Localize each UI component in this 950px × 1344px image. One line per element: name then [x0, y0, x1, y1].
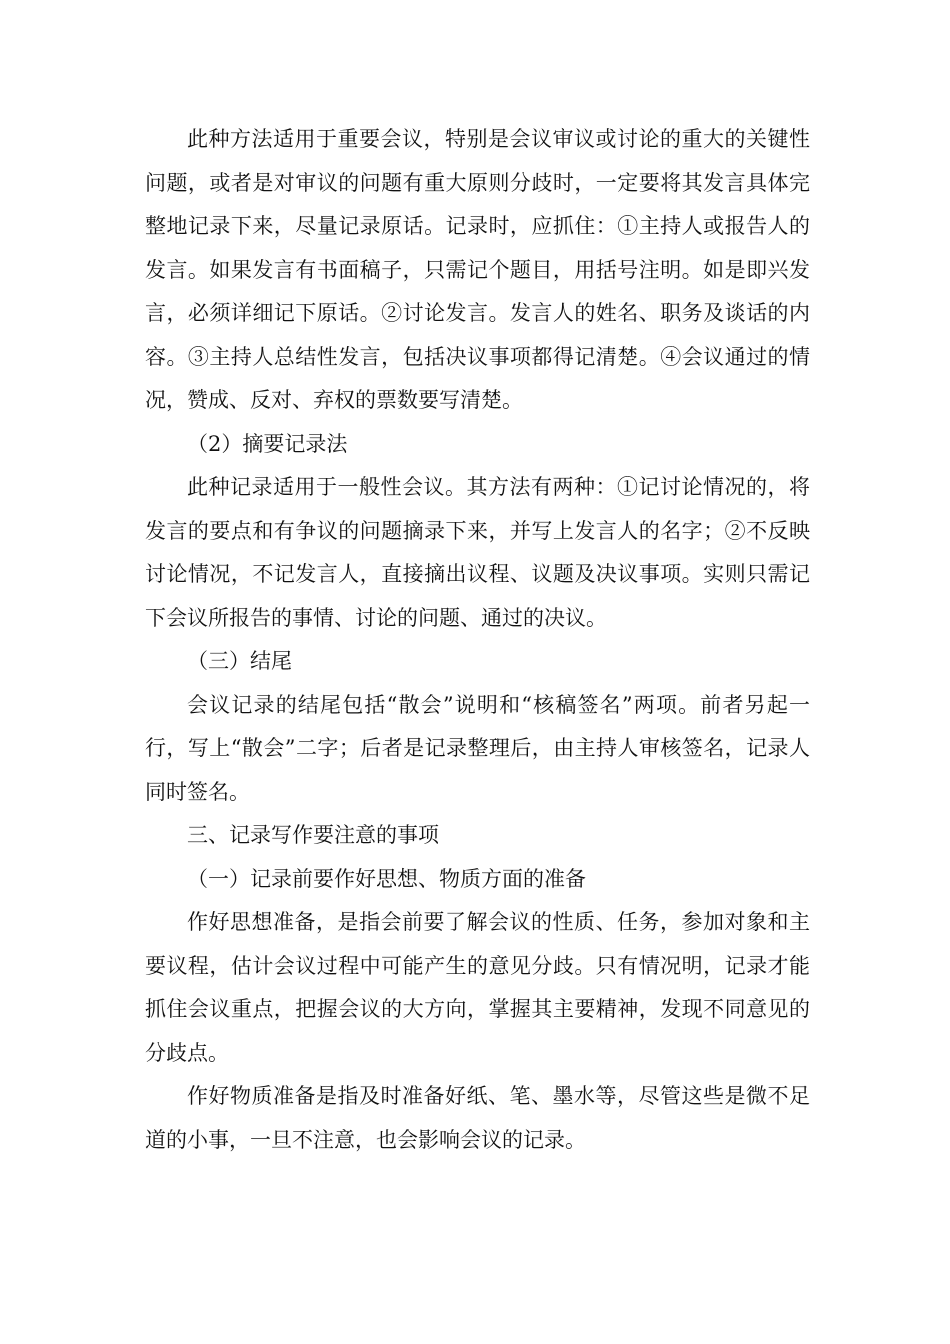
paragraph-verbatim-method: 此种方法适用于重要会议，特别是会议审议或讨论的重大的关键性问题，或者是对审议的问题有重大原则分歧时，一定要将其发言具体完整地记录下来，尽量记录原话。记录时，应抓住：①主持人或报告人的发言。如果发言有书面稿子，只需记个题目，用括号注明。如是即兴发言，必须详细记下原话。②讨论发言。发言人的姓名、职务及谈话的内容。③主持人总结性发言，包括决议事项都得记清楚。④会议通过的情况，赞成、反对、弃权的票数要写清楚。: [145, 127, 810, 412]
heading-summary-method: （2）摘要记录法: [187, 431, 348, 456]
heading-section-three: 三、记录写作要注意的事项: [187, 823, 439, 847]
paragraph-mental-preparation: 作好思想准备，是指会前要了解会议的性质、任务，参加对象和主要议程，估计会议过程中可能产生的意见分歧。只有情况明，记录才能抓住会议重点，把握会议的大方向，掌握其主要精神，发现不同意见的分歧点。: [145, 910, 810, 1065]
document-body: [145, 118, 810, 1162]
heading-preparation: （一）记录前要作好思想、物质方面的准备: [187, 866, 586, 891]
paragraph-summary-method: 此种记录适用于一般性会议。其方法有两种：①记讨论情况的，将发言的要点和有争议的问题摘录下来，并写上发言人的名字；②不反映讨论情况，不记发言人，直接摘出议程、议题及决议事项。实则只需记下会议所报告的事情、讨论的问题、通过的决议。: [145, 475, 810, 630]
paragraph-material-preparation: 作好物质准备是指及时准备好纸、笔、墨水等，尽管这些是微不足道的小事，一旦不注意，也会影响会议的记录。: [145, 1084, 810, 1152]
heading-ending: （三）结尾: [187, 649, 292, 673]
paragraph-ending: 会议记录的结尾包括“散会”说明和“核稿签名”两项。前者另起一行，写上“散会”二字；后者是记录整理后，由主持人审核签名，记录人同时签名。: [145, 692, 810, 804]
